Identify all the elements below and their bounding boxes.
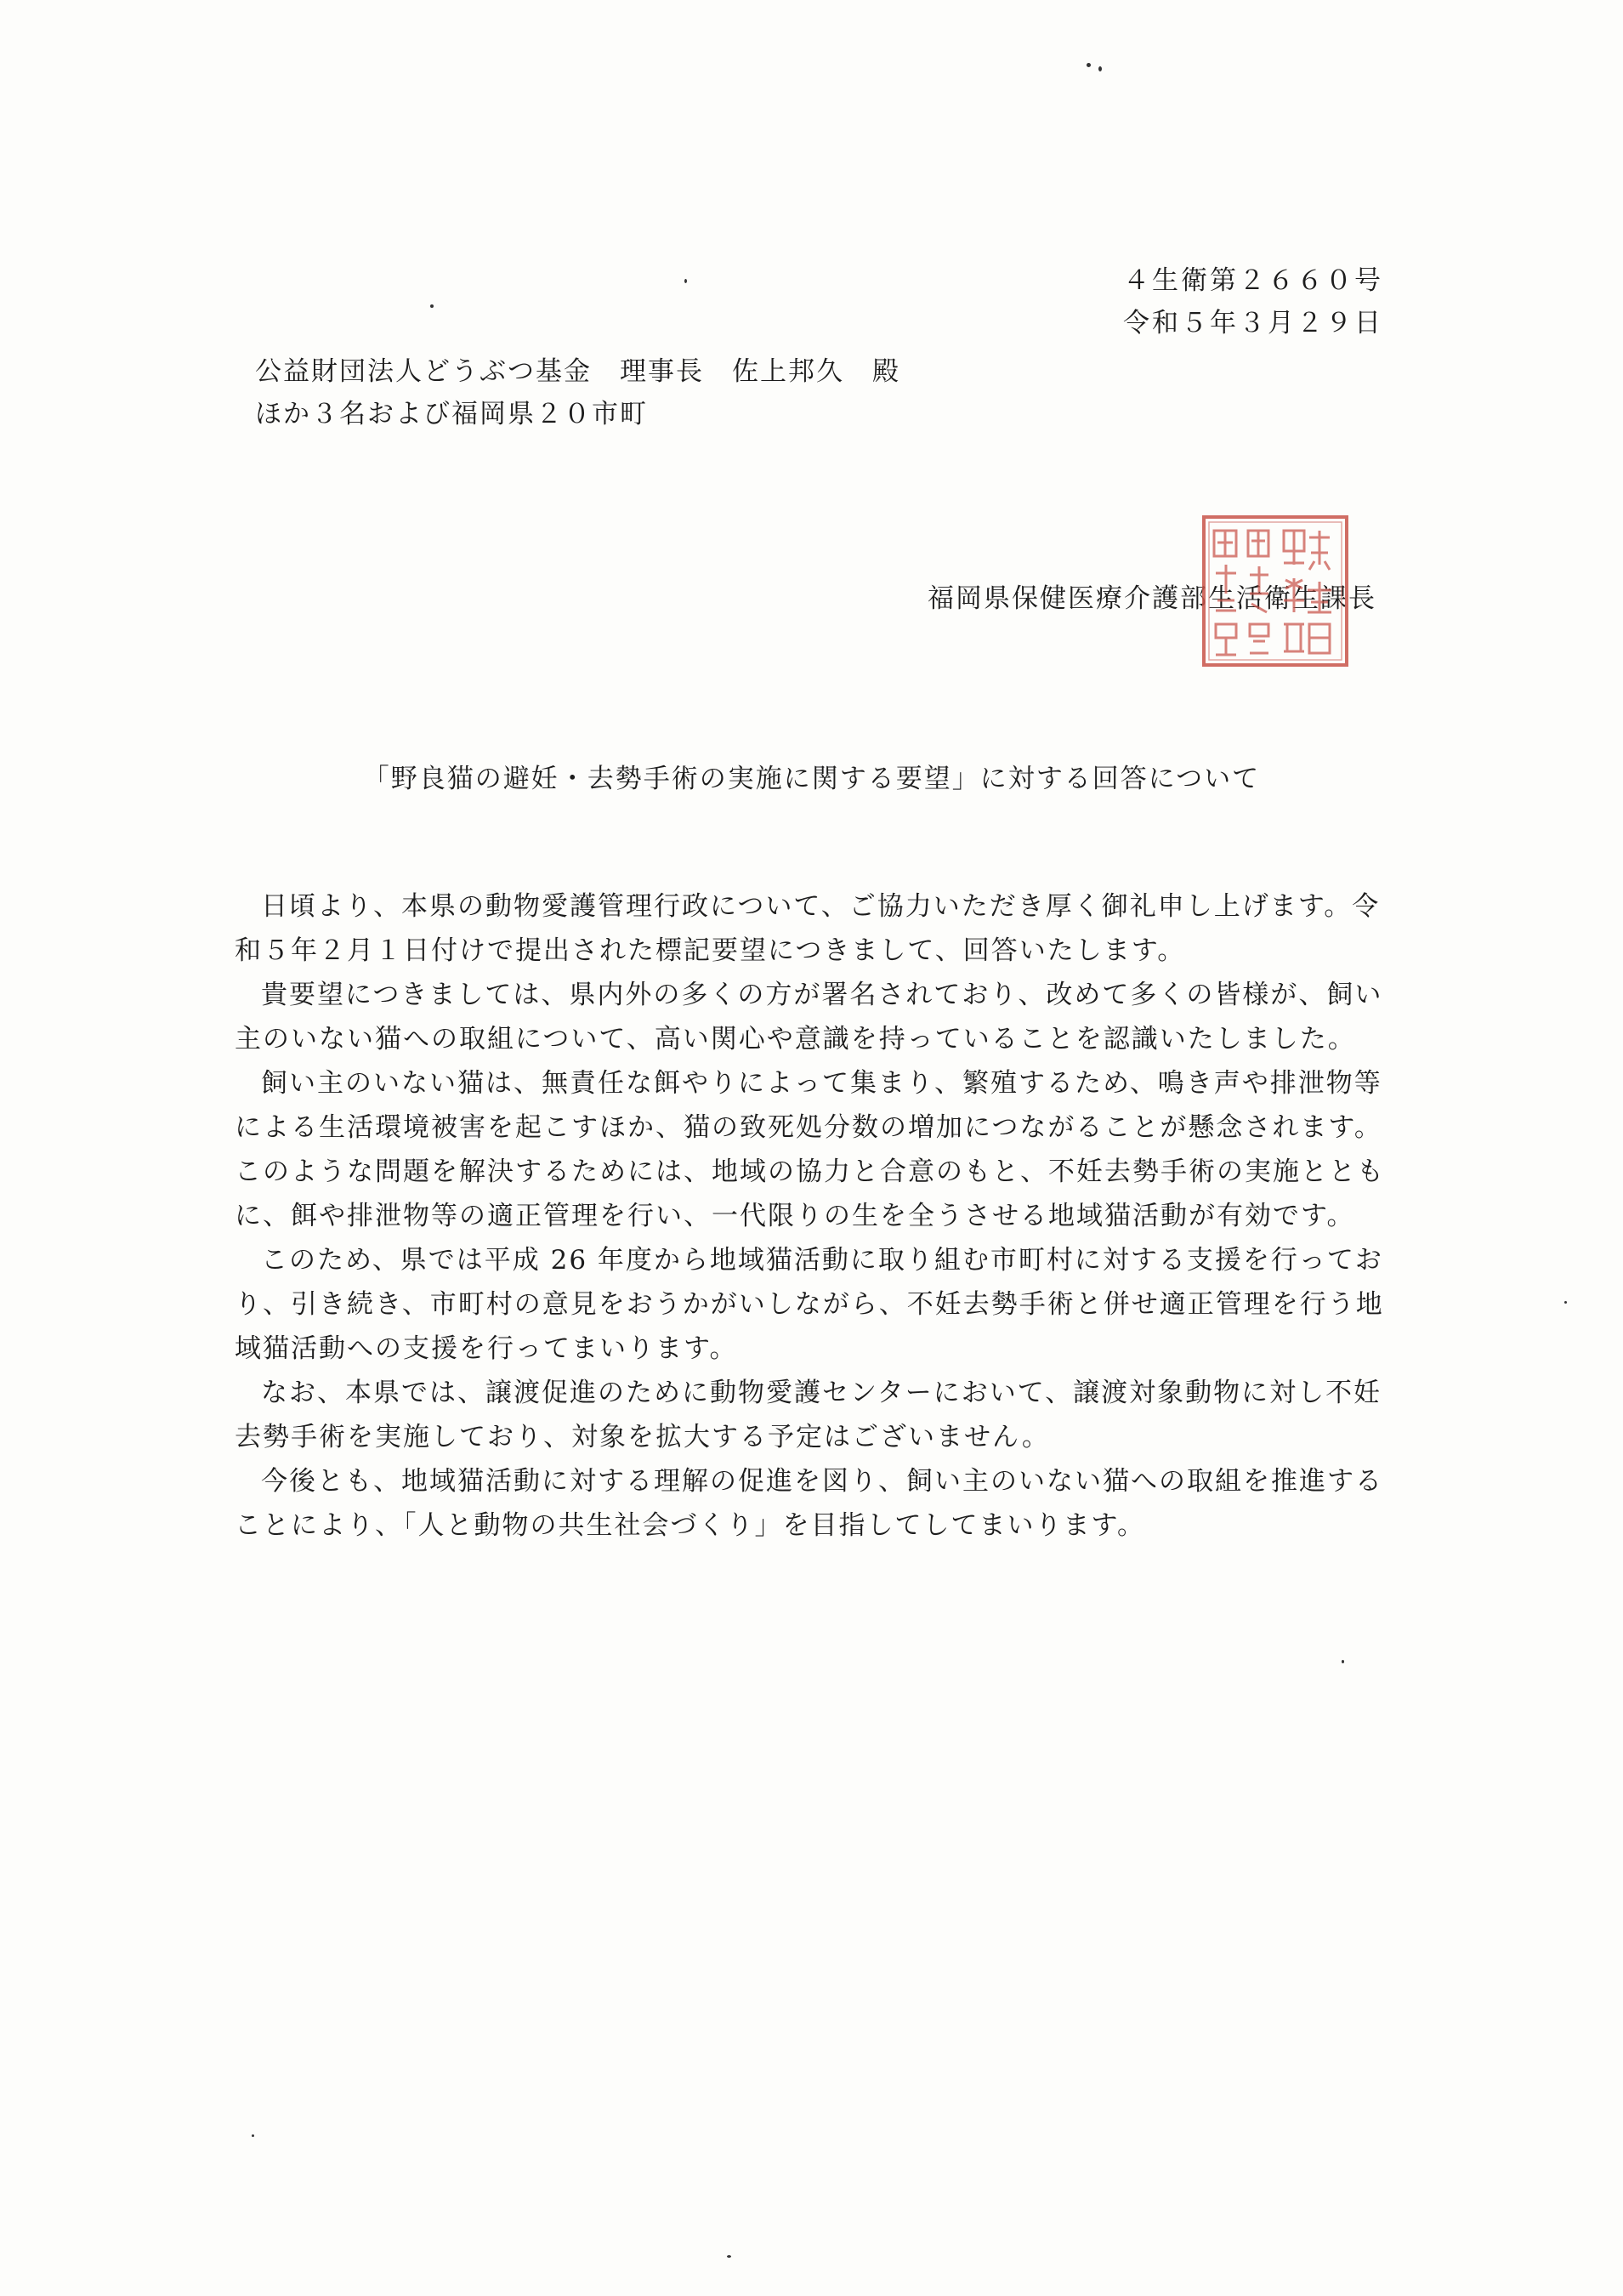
- scan-speck: [727, 2255, 731, 2258]
- scan-speck: [1098, 66, 1102, 71]
- document-date: 令和５年３月２９日: [1123, 308, 1383, 338]
- recipient-block: [255, 350, 900, 435]
- letter-subject: 「野良猫の避妊・去勢手術の実施に関する要望」に対する回答について: [362, 764, 1261, 794]
- scan-speck: [1342, 1660, 1344, 1663]
- scan-speck: [430, 304, 434, 308]
- scan-speck: [252, 2134, 254, 2137]
- sender-title: 福岡県保健医療介護部生活衛生課長: [928, 583, 1376, 614]
- scan-speck: [684, 279, 687, 283]
- body-paragraph-1: 日頃より、本県の動物愛護管理行政について、ご協力いただき厚く御礼申し上げます。令和５年２月１日付けで提出された標記要望につきまして、回答いたします。: [235, 891, 1381, 966]
- recipient-line-1: 公益財団法人どうぶつ基金 理事長 佐上邦久 殿: [255, 356, 900, 387]
- scan-speck: [1087, 63, 1091, 67]
- scan-speck: [1564, 1301, 1567, 1304]
- body-paragraph-6: 今後とも、地域猫活動に対する理解の促進を図り、飼い主のいない猫への取組を推進することにより、「人と動物の共生社会づくり」を目指してしてまいります。: [235, 1466, 1383, 1541]
- body-paragraph-5: なお、本県では、譲渡促進のために動物愛護センターにおいて、譲渡対象動物に対し不妊去勢手術を実施しており、対象を拡大する予定はございません。: [235, 1378, 1382, 1452]
- body-paragraph-4: このため、県では平成 26 年度から地域猫活動に取り組む市町村に対する支援を行っており、引き続き、市町村の意見をおうかがいしながら、不妊去勢手術と併せ適正管理を行う地域猫活動への支援を行ってまいります。: [235, 1245, 1384, 1364]
- official-seal-stamp: [1199, 512, 1352, 670]
- letter-body: [235, 884, 1391, 1548]
- body-paragraph-2: 貴要望につきましては、県内外の多くの方が署名されており、改めて多くの皆様が、飼い主のいない猫への取組について、高い関心や意識を持っていることを認識いたしました。: [235, 980, 1383, 1054]
- document-header: [1123, 259, 1383, 344]
- document-number: ４生衛第２６６０号: [1123, 265, 1383, 296]
- body-paragraph-3: 飼い主のいない猫は、無責任な餌やりによって集まり、繁殖するため、鳴き声や排泄物等による生活環境被害を起こすほか、猫の致死処分数の増加につながることが懸念されます。このような問題を解決するためには、地域の協力と合意のもと、不妊去勢手術の実施とともに、餌や排泄物等の適正管理を行い、一代限りの生を全うさせる地域猫活動が有効です。: [235, 1068, 1385, 1231]
- recipient-line-2: ほか３名および福岡県２０市町: [255, 399, 648, 429]
